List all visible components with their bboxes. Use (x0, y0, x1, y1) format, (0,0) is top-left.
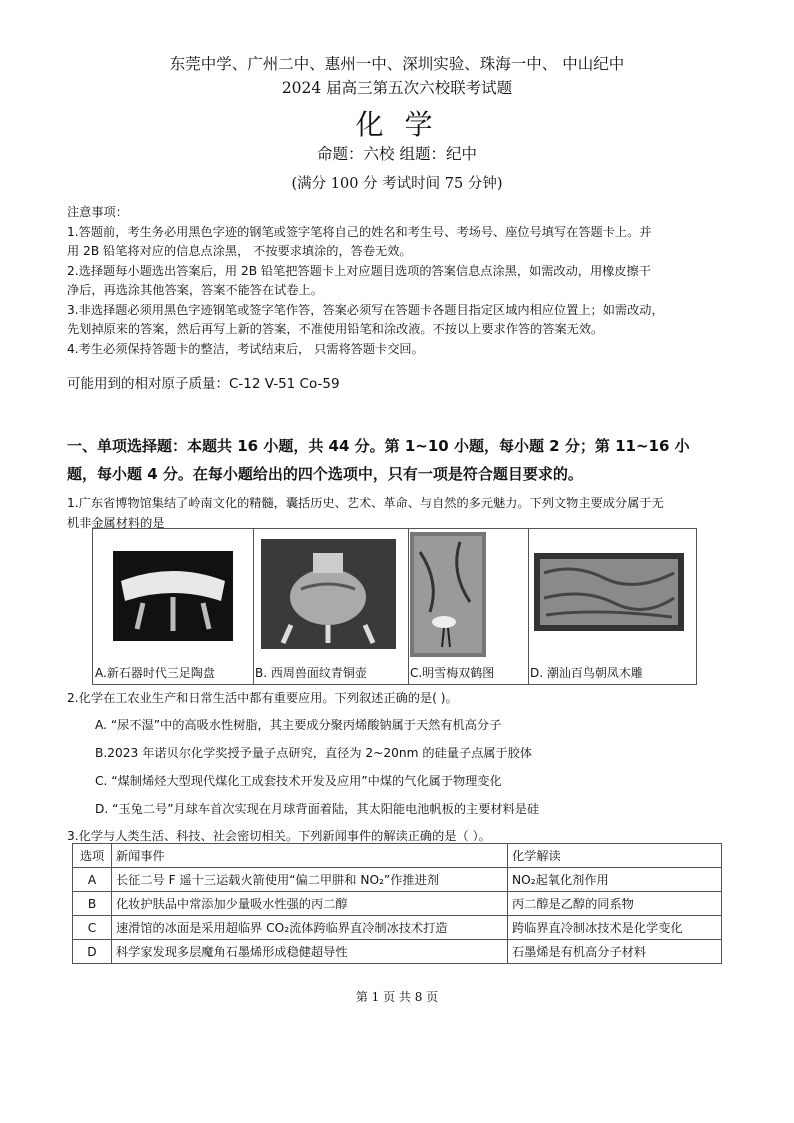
table-row (73, 940, 722, 964)
table-row (73, 916, 722, 940)
notes-line: 净后，再选涂其他答案，答案不能答在试卷上。 (67, 283, 323, 297)
option-d-cell (528, 529, 696, 684)
question-2-option-c: C. “煤制烯烃大型现代煤化工成套技术开发及应用”中煤的气化属于物理变化 (95, 774, 502, 788)
table-cell: C (73, 916, 112, 940)
option-b-cell (253, 529, 409, 684)
wood-carving-image (534, 553, 684, 631)
question-3-table (72, 843, 722, 964)
score-time-line: (满分 100 分 考试时间 75 分钟) (291, 176, 503, 192)
table-cell: 长征二号 F 遥十三运载火箭使用“偏二甲肼和 NO₂”作推进剂 (112, 868, 508, 892)
pottery-plate-image (113, 551, 233, 641)
option-c-caption: C.明雪梅双鹤图 (410, 666, 495, 680)
question-2-option-d: D. “玉兔二号”月球车首次实现在月球背面着陆，其太阳能电池帆板的主要材料是硅 (95, 802, 540, 816)
option-a-cell (93, 529, 254, 684)
table-cell: 速滑馆的冰面是采用超临界 CO₂流体跨临界直冷制冰技术打造 (112, 916, 508, 940)
question-2-stem: 2.化学在工农业生产和日常生活中都有重要应用。下列叙述正确的是( )。 (67, 691, 458, 705)
table-cell: A (73, 868, 112, 892)
table-header-cell: 化学解读 (508, 844, 722, 868)
question-1-stem (67, 493, 727, 533)
table-header-cell: 选项 (73, 844, 112, 868)
setters-line: 命题：六校 组题：纪中 (317, 145, 477, 163)
section-heading-line: 题，每小题 4 分。在每小题给出的四个选项中，只有一项是符合题目要求的。 (67, 465, 583, 483)
option-b-caption: B. 西周兽面纹青铜壶 (255, 666, 367, 680)
table-header-cell: 新闻事件 (112, 844, 508, 868)
table-cell: NO₂起氧化剂作用 (508, 868, 722, 892)
table-row (73, 868, 722, 892)
bronze-pot-image (261, 539, 396, 649)
table-cell: 科学家发现多层魔角石墨烯形成稳健超导性 (112, 940, 508, 964)
table-cell: B (73, 892, 112, 916)
table-cell: D (73, 940, 112, 964)
table-header-row (73, 844, 722, 868)
question-1-line: 机非金属材料的是 (67, 516, 165, 530)
section-heading (67, 432, 732, 488)
notes-line: 用 2B 铅笔将对应的信息点涂黑， 不按要求填涂的，答卷无效。 (67, 244, 412, 258)
table-cell: 跨临界直冷制冰技术是化学变化 (508, 916, 722, 940)
table-cell: 丙二醇是乙醇的同系物 (508, 892, 722, 916)
question-2-option-b: B.2023 年诺贝尔化学奖授予量子点研究，直径为 2~20nm 的硅量子点属于胶体 (95, 746, 533, 760)
notes-title: 注意事项： (67, 205, 128, 219)
atomic-mass-line: 可能用到的相对原子质量：C-12 V-51 Co-59 (67, 376, 340, 392)
option-c-cell (408, 529, 529, 684)
question-2-option-a: A. “尿不湿”中的高吸水性树脂，其主要成分聚丙烯酸钠属于天然有机高分子 (95, 718, 502, 732)
header-schools: 东莞中学、广州二中、惠州一中、深圳实验、珠海一中、 中山纪中 (169, 55, 625, 73)
option-a-caption: A.新石器时代三足陶盘 (95, 666, 215, 680)
question-1-image-table (92, 528, 697, 685)
notes-line: 3.非选择题必须用黑色字迹钢笔或签字笔作答，答案必须写在答题卡各题目指定区域内相应位置上；如需改动， (67, 302, 664, 317)
table-row (73, 892, 722, 916)
notes-line: 4.考生必须保持答题卡的整洁，考试结束后， 只需将答题卡交回。 (67, 341, 424, 356)
notes-line: 2.选择题每小题选出答案后，用 2B 铅笔把答题卡上对应题目选项的答案信息点涂黑，如需改动，用橡皮擦干 (67, 263, 651, 278)
section-heading-line: 一、单项选择题：本题共 16 小题，共 44 分。第 1~10 小题，每小题 2 分；第 11~16 小 (67, 437, 690, 455)
table-cell: 化妆护肤品中常添加少量吸水性强的丙二醇 (112, 892, 508, 916)
crane-painting-image (410, 532, 486, 657)
table-cell: 石墨烯是有机高分子材料 (508, 940, 722, 964)
question-3-stem: 3.化学与人类生活、科技、社会密切相关。下列新闻事件的解读正确的是（ ）。 (67, 829, 491, 843)
notes-line: 先划掉原来的答案，然后再写上新的答案，不准使用铅笔和涂改液。不按以上要求作答的答案无效。 (67, 322, 604, 336)
question-1-line: 1.广东省博物馆集结了岭南文化的精髓，囊括历史、艺术、革命、与自然的多元魅力。下列文物主要成分属于无 (67, 496, 664, 510)
option-d-caption: D. 潮汕百鸟朝凤木雕 (530, 666, 643, 680)
exam-title: 2024 届高三第五次六校联考试题 (281, 79, 513, 97)
page-footer: 第 1 页 共 8 页 (355, 990, 439, 1004)
notes-line: 1.答题前，考生务必用黑色字迹的钢笔或签字笔将自己的姓名和考生号、考场号、座位号填写在答题卡上。并 (67, 224, 652, 239)
subject-title: 化 学 (355, 108, 439, 141)
notes-block (67, 203, 727, 359)
